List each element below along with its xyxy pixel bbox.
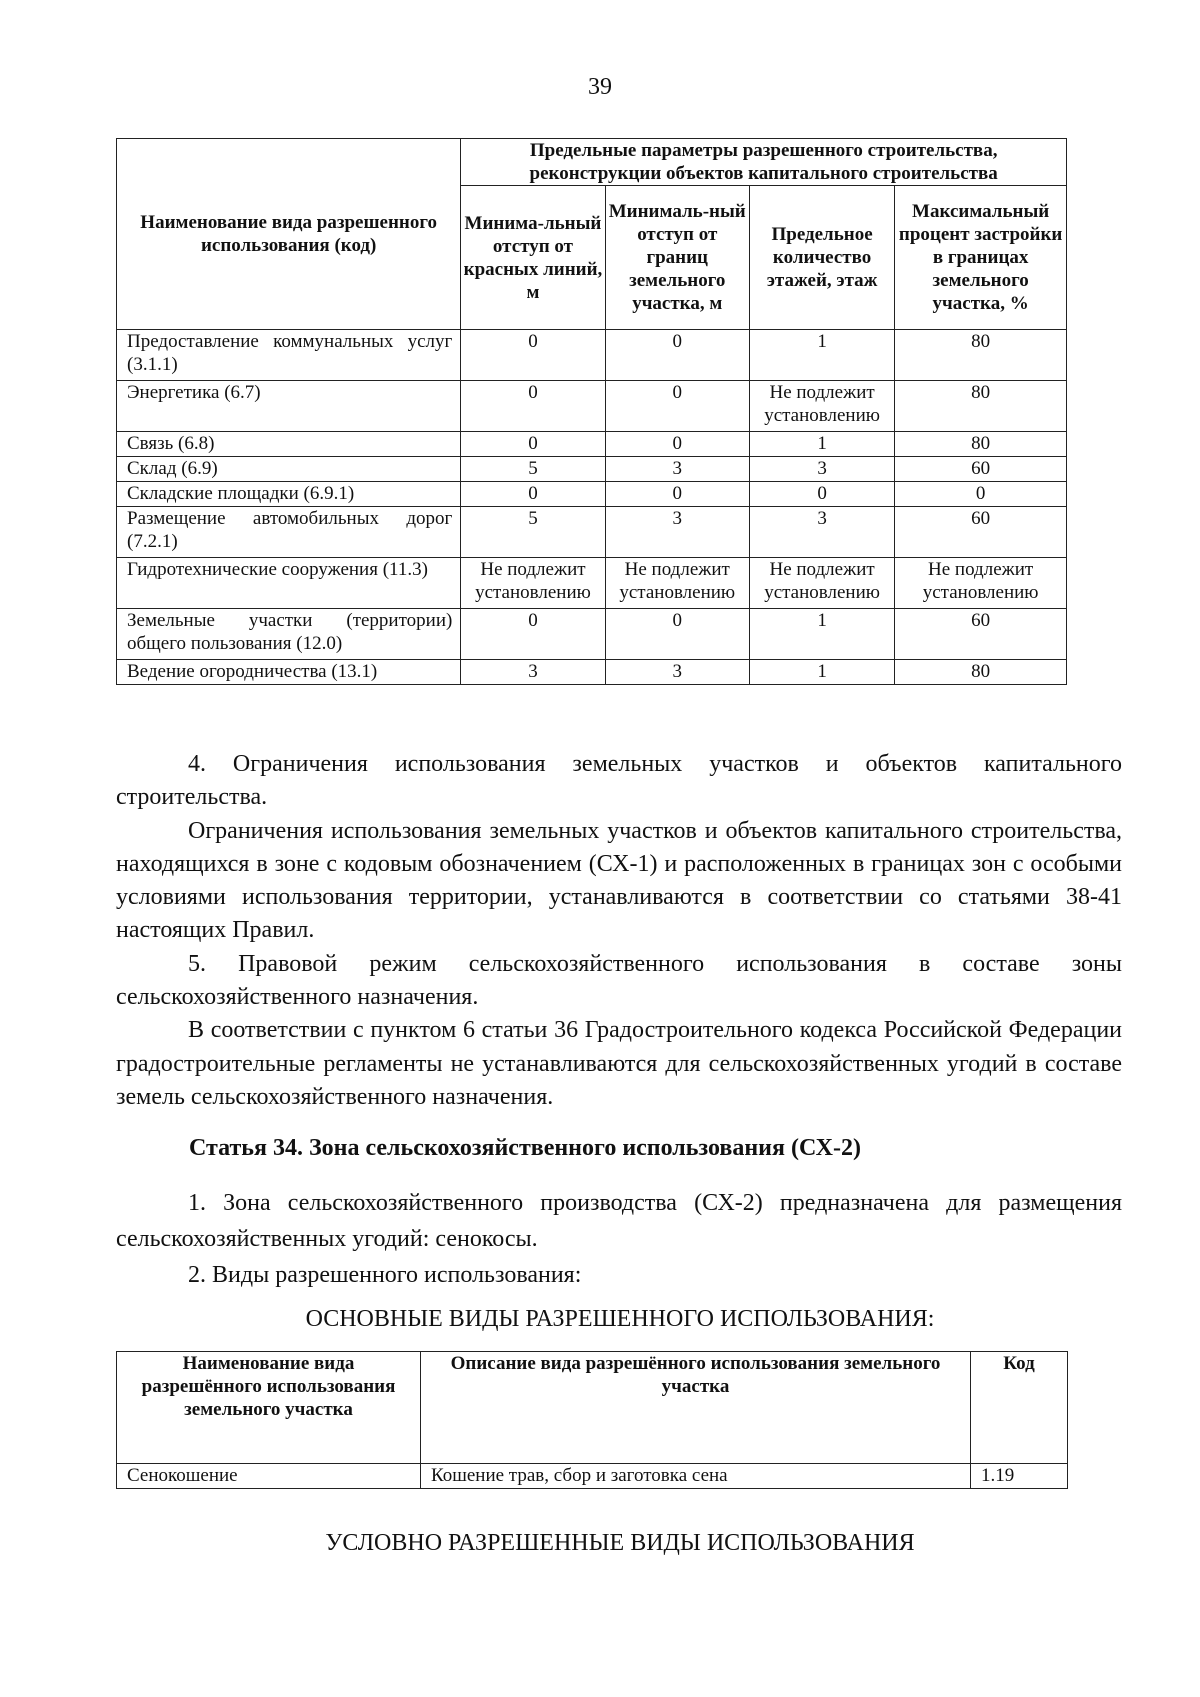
max-coverage: 0 bbox=[895, 482, 1067, 507]
max-coverage: Не подлежит установлению bbox=[895, 558, 1067, 609]
header-boundary-setback: Минималь-ный отступ от границ земельного участка, м bbox=[605, 186, 749, 330]
red-lines-setback: 3 bbox=[461, 660, 605, 685]
use-name: Предоставление коммунальных услуг (3.1.1) bbox=[117, 330, 461, 381]
use-name: Сенокошение bbox=[117, 1464, 421, 1489]
red-lines-setback: 0 bbox=[461, 432, 605, 457]
header-parameters-group: Предельные параметры разрешенного строительства, реконструкции объектов капитального строительства bbox=[461, 139, 1067, 186]
floors: 1 bbox=[749, 330, 894, 381]
paragraph: 2. Виды разрешенного использования: bbox=[188, 1262, 582, 1288]
paragraph: 1. Зона сельскохозяйственного производства (СХ-2) предназначена для размещения сельскохозяйственных угодий: сенокосы. bbox=[116, 1190, 1122, 1252]
red-lines-setback: 5 bbox=[461, 507, 605, 558]
restrictions-section bbox=[116, 748, 1122, 1114]
table-row bbox=[117, 482, 1067, 507]
floors: 1 bbox=[749, 432, 894, 457]
table-row bbox=[117, 609, 1067, 660]
floors: Не подлежит установлению bbox=[749, 558, 894, 609]
boundary-setback: 3 bbox=[605, 507, 749, 558]
header-use-name: Наименование вида разрешённого использования земельного участка bbox=[117, 1352, 421, 1464]
red-lines-setback: 0 bbox=[461, 609, 605, 660]
boundary-setback: 3 bbox=[605, 457, 749, 482]
floors: Не подлежит установлению bbox=[749, 381, 894, 432]
boundary-setback: 0 bbox=[605, 330, 749, 381]
red-lines-setback: 0 bbox=[461, 381, 605, 432]
floors: 0 bbox=[749, 482, 894, 507]
max-coverage: 60 bbox=[895, 507, 1067, 558]
table-row bbox=[117, 457, 1067, 482]
article-34-section bbox=[116, 1185, 1122, 1293]
parameters-table bbox=[116, 138, 1067, 685]
table-row bbox=[117, 1464, 1068, 1489]
header-floors: Предельное количество этажей, этаж bbox=[749, 186, 894, 330]
floors: 3 bbox=[749, 457, 894, 482]
max-coverage: 80 bbox=[895, 381, 1067, 432]
use-name: Размещение автомобильных дорог (7.2.1) bbox=[117, 507, 461, 558]
header-max-coverage: Максимальный процент застройки в границах земельного участка, % bbox=[895, 186, 1067, 330]
page-number: 39 bbox=[588, 74, 612, 100]
max-coverage: 80 bbox=[895, 660, 1067, 685]
table-row bbox=[117, 660, 1067, 685]
floors: 1 bbox=[749, 660, 894, 685]
use-name: Энергетика (6.7) bbox=[117, 381, 461, 432]
use-description: Кошение трав, сбор и заготовка сена bbox=[421, 1464, 971, 1489]
red-lines-setback: 0 bbox=[461, 482, 605, 507]
boundary-setback: 0 bbox=[605, 609, 749, 660]
max-coverage: 60 bbox=[895, 609, 1067, 660]
conditional-uses-title: УСЛОВНО РАЗРЕШЕННЫЕ ВИДЫ ИСПОЛЬЗОВАНИЯ bbox=[325, 1530, 915, 1556]
use-name: Ведение огородничества (13.1) bbox=[117, 660, 461, 685]
basic-uses-title: ОСНОВНЫЕ ВИДЫ РАЗРЕШЕННОГО ИСПОЛЬЗОВАНИЯ: bbox=[305, 1306, 935, 1332]
paragraph: Ограничения использования земельных участков и объектов капитального строительства, находящихся в зоне с кодовым обозначением (СХ-1) и расположенных в границах зон с особыми условиями использования территории, устанавливаются в соответствии со статьями 38-41 настоящих Правил. bbox=[116, 817, 1122, 944]
use-name: Гидротехнические сооружения (11.3) bbox=[117, 558, 461, 609]
red-lines-setback: 5 bbox=[461, 457, 605, 482]
floors: 1 bbox=[749, 609, 894, 660]
max-coverage: 80 bbox=[895, 432, 1067, 457]
boundary-setback: 3 bbox=[605, 660, 749, 685]
table-row bbox=[117, 432, 1067, 457]
table-row bbox=[117, 381, 1067, 432]
use-name: Земельные участки (территории) общего пользования (12.0) bbox=[117, 609, 461, 660]
max-coverage: 80 bbox=[895, 330, 1067, 381]
paragraph: 4. Ограничения использования земельных участков и объектов капитального строительства. bbox=[116, 751, 1122, 811]
paragraph: В соответствии с пунктом 6 статьи 36 Градостроительного кодекса Российской Федерации градостроительные регламенты не устанавливаются для сельскохозяйственных угодий в составе земель сельскохозяйственного назначения. bbox=[116, 1017, 1122, 1110]
basic-uses-table bbox=[116, 1351, 1068, 1489]
use-code: 1.19 bbox=[971, 1464, 1068, 1489]
table-row bbox=[117, 558, 1067, 609]
floors: 3 bbox=[749, 507, 894, 558]
use-name: Складские площадки (6.9.1) bbox=[117, 482, 461, 507]
use-name: Склад (6.9) bbox=[117, 457, 461, 482]
max-coverage: 60 bbox=[895, 457, 1067, 482]
table-row bbox=[117, 507, 1067, 558]
header-use-name: Наименование вида разрешенного использования (код) bbox=[117, 139, 461, 330]
use-name: Связь (6.8) bbox=[117, 432, 461, 457]
red-lines-setback: 0 bbox=[461, 330, 605, 381]
boundary-setback: 0 bbox=[605, 381, 749, 432]
table-row bbox=[117, 330, 1067, 381]
red-lines-setback: Не подлежит установлению bbox=[461, 558, 605, 609]
paragraph: 5. Правовой режим сельскохозяйственного использования в составе зоны сельскохозяйственного назначения. bbox=[116, 950, 1122, 1011]
header-code: Код bbox=[971, 1352, 1068, 1464]
boundary-setback: 0 bbox=[605, 432, 749, 457]
boundary-setback: 0 bbox=[605, 482, 749, 507]
article-heading: Статья 34. Зона сельскохозяйственного использования (СХ-2) bbox=[189, 1135, 861, 1161]
header-description: Описание вида разрешённого использования земельного участка bbox=[421, 1352, 971, 1464]
header-red-lines-setback: Минима-льный отступ от красных линий, м bbox=[461, 186, 605, 330]
boundary-setback: Не подлежит установлению bbox=[605, 558, 749, 609]
